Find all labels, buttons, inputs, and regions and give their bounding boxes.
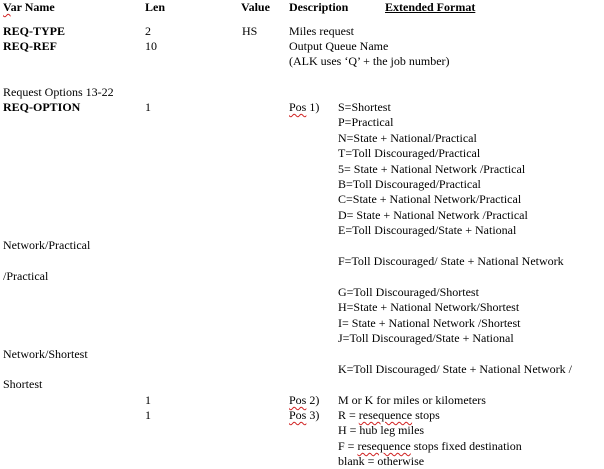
pos2-description: M or K for miles or kilometers [338,393,486,407]
routing-option: T=Toll Discouraged/Practical [338,146,481,160]
pos3-label: Pos 3) [289,408,320,422]
req-option-name: REQ-OPTION [3,100,81,114]
wrap-network-shortest: Network/Shortest [3,347,88,361]
pos2-len: 1 [145,393,151,407]
req-type-value: HS [242,24,258,38]
routing-option: J=Toll Discouraged/State + National [338,331,514,345]
req-type-name: REQ-TYPE [3,24,66,38]
routing-option: F=Toll Discouraged/ State + National Network [338,254,564,268]
var-name-header: Var Name [3,0,55,14]
pos3-option-f: F = resequence stops fixed destination [338,439,522,453]
section-title: Request Options 13-22 [3,85,114,99]
pos2-label: Pos 2) [289,393,320,407]
wrap-shortest: Shortest [3,377,43,391]
req-ref-name: REQ-REF [3,39,57,53]
description-header: Description [289,0,349,14]
routing-option: N=State + National/Practical [338,131,477,145]
req-option-len: 1 [145,100,151,114]
req-type-len: 2 [145,24,151,38]
req-ref-note: (ALK uses ‘Q’ + the job number) [289,54,450,68]
req-ref-description: Output Queue Name [289,39,389,53]
routing-option: H=State + National Network/Shortest [338,300,520,314]
routing-option: E=Toll Discouraged/State + National [338,223,517,237]
req-type-description: Miles request [289,24,354,38]
extended-format-header: Extended Format [385,0,476,14]
routing-option: D= State + National Network /Practical [338,208,528,222]
wrap-practical: /Practical [3,269,49,283]
routing-option: 5= State + National Network /Practical [338,162,526,176]
pos3-option-blank: blank = otherwise [338,454,425,468]
routing-option: B=Toll Discouraged/Practical [338,177,481,191]
routing-option: G=Toll Discouraged/Shortest [338,285,479,299]
wrap-network-practical: Network/Practical [3,238,91,252]
routing-option: P=Practical [338,115,394,129]
routing-option: C=State + National Network/Practical [338,192,522,206]
routing-option: K=Toll Discouraged/ State + National Network / [338,362,572,376]
req-ref-len: 10 [145,39,157,53]
routing-option: S=Shortest [338,100,391,114]
value-header: Value [241,0,270,14]
pos1-label: Pos 1) [289,100,320,114]
routing-option: I= State + National Network /Shortest [338,316,521,330]
pos3-option-h: H = hub leg miles [338,423,425,437]
len-header: Len [145,0,166,14]
pos3-option-r: R = resequence stops [338,408,440,422]
pos3-len: 1 [145,408,151,422]
